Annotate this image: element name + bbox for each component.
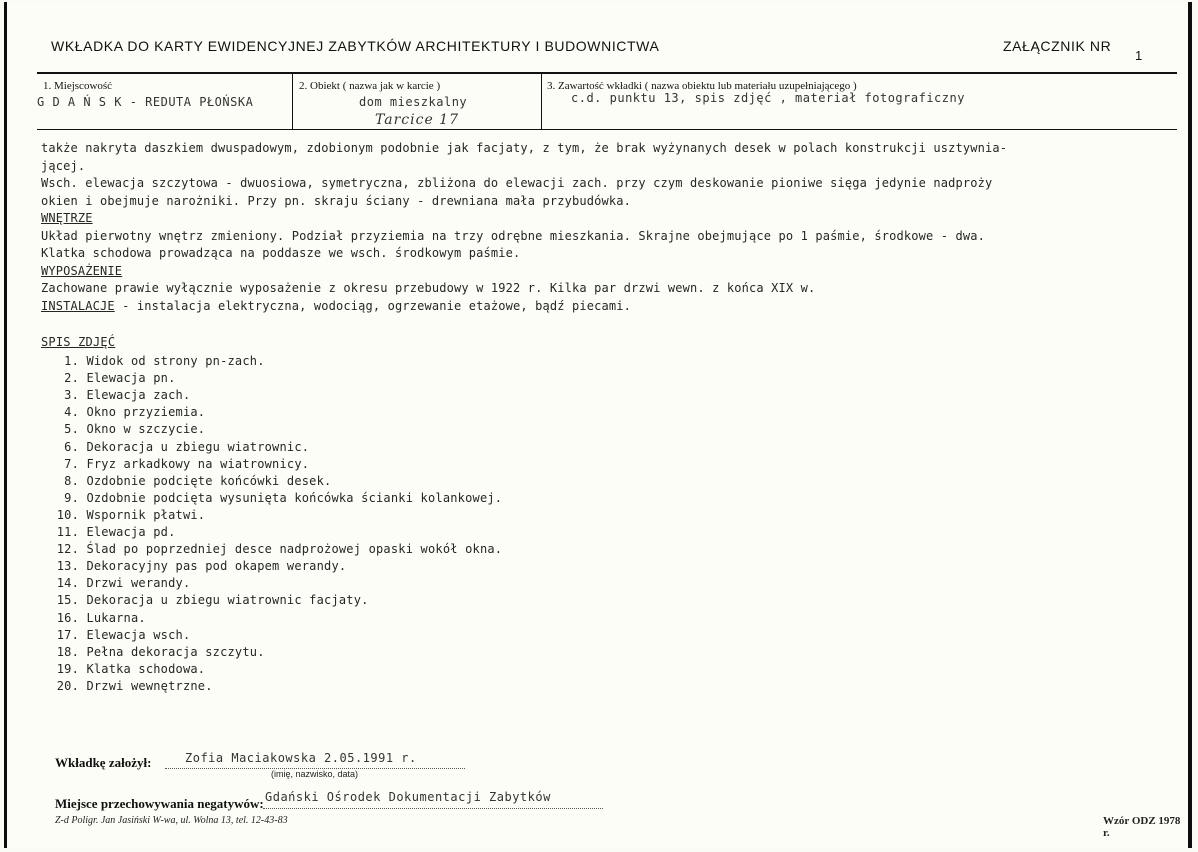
photo-list-item-text: Okno w szczycie. [86,422,206,437]
annex-number: 1 [1135,48,1143,63]
photo-list-item-number: 13. [56,559,79,574]
photo-list-item-text: Klatka schodowa. [86,661,206,676]
photo-list-item [41,387,502,404]
photo-list-item-number: 9. [64,490,79,505]
header-rule [37,72,1177,74]
photo-list-item [41,456,502,473]
created-by-label: Wkładkę założył: [55,755,152,770]
photo-list-item-text: Pełna dekoracja szczytu. [86,644,265,659]
locality-label: 1. Miejscowość [43,80,113,92]
photo-list-heading: SPIS ZDJĘĆ [41,335,116,349]
photo-list-item-text: Okno przyziemia. [86,405,206,420]
photo-list-item [41,610,502,627]
interior-line: Klatka schodowa prowadząca na poddasze we wsch. środkowym paśmie. [41,246,521,260]
negatives-value: Gdański Ośrodek Dokumentacji Zabytków [265,790,551,804]
photo-list-item-text: Elewacja pd. [86,525,176,540]
created-by-value: Zofia Maciakowska 2.05.1991 r. [185,751,417,765]
photo-list-item [41,370,502,387]
photo-list-item-text: Ozdobnie podcięte końcówki desek. [86,473,332,488]
photo-list-item-number: 11. [56,525,79,540]
object-handwritten-note: Tarcice 17 [375,112,459,128]
photo-list-item-number: 17. [56,627,79,642]
print-info: Z-d Poligr. Jan Jasiński W-wa, ul. Wolna 13, tel. 12-43-83 [55,815,288,826]
description-text [41,140,1181,315]
interior-heading: WNĘTRZE [41,211,93,225]
photo-list-item-number: 18. [56,644,79,659]
page-title: WKŁADKA DO KARTY EWIDENCYJNEJ ZABYTKÓW ARCHITEKTURY I BUDOWNICTWA [51,38,660,54]
photo-list-item [41,353,502,370]
created-by-note: (imię, nazwisko, data) [271,769,359,779]
photo-list-item-text: Dekoracyjny pas pod okapem werandy. [86,559,347,574]
equipment-line: Zachowane prawie wyłącznie wyposażenie z okresu przebudowy w 1922 r. Kilka par drzwi wewn. z końca XIX w. [41,281,816,295]
photo-list-item [41,524,502,541]
description-line: Wsch. elewacja szczytowa - dwuosiowa, symetryczna, zbliżona do elewacji zach. przy czym deskowanie pioniwe sięga jedynie nadproży [41,176,993,190]
photo-list-item-number: 10. [56,507,79,522]
photo-list-item-number: 14. [56,576,79,591]
installations-text: - instalacja elektryczna, wodociąg, ogrzewanie etażowe, bądź piecami. [114,298,631,313]
photo-list-item [41,421,502,438]
photo-list-item [41,541,502,558]
photo-list-item-text: Ślad po poprzedniej desce nadprożowej opaski wokół okna. [86,542,503,557]
photo-list-item-number: 15. [56,593,79,608]
object-value: dom mieszkalny [359,95,468,109]
photo-list-item [41,490,502,507]
photo-list-item-text: Lukarna. [86,610,146,625]
form-pattern: Wzór ODZ 1978 r. [1103,815,1181,839]
equipment-heading: WYPOSAŻENIE [41,263,123,278]
locality-value: G D A Ń S K - REDUTA PŁOŃSKA [37,95,254,109]
photo-list-item-number: 8. [64,473,79,488]
installations-line [41,298,1181,316]
photo-list-item [41,592,502,609]
photo-list-item-text: Fryz arkadkowy na wiatrownicy. [86,456,310,471]
photo-list-item [41,439,502,456]
description-line: okien i obejmuje narożniki. Przy pn. skraju ściany - drewniana mała przybudówka. [41,193,631,208]
photo-list-item-number: 2. [64,371,79,386]
annex-label: ZAŁĄCZNIK NR [1003,38,1112,54]
installations-heading: INSTALACJE [41,298,115,313]
photo-list-item-number: 20. [56,678,79,693]
photo-list-item-number: 12. [56,542,79,557]
photo-list-item-number: 16. [56,610,79,625]
photo-list-item [41,661,502,678]
description-line: jącej. [41,158,86,173]
photo-list-item [41,627,502,644]
photo-list-item-text: Ozdobnie podcięta wysunięta końcówka ścianki kolankowej. [86,490,503,505]
object-label: 2. Obiekt ( nazwa jak w karcie ) [299,80,441,92]
photo-list-item [41,644,502,661]
photo-list-item-number: 4. [64,405,79,420]
photo-list-item-text: Dekoracja u zbiegu wiatrownic. [86,439,310,454]
photo-list-item-text: Elewacja zach. [86,388,191,403]
photo-list-item [41,404,502,421]
document-sheet [4,2,1192,848]
field-divider-1 [292,73,293,129]
photo-list-item-number: 7. [64,456,79,471]
photo-list-item [41,473,502,490]
photo-list-item [41,678,502,695]
photo-list-item-text: Widok od strony pn-zach. [86,354,265,369]
photo-list-item-number: 1. [64,354,79,369]
photo-list [41,334,502,695]
photo-list-item-text: Dekoracja u zbiegu wiatrownic facjaty. [86,593,369,608]
negatives-dotted-line [263,808,603,809]
photo-list-item-text: Elewacja pn. [86,371,176,386]
photo-list-item [41,575,502,592]
content-value: c.d. punktu 13, spis zdjęć , materiał fotograficzny [571,91,965,105]
photo-list-item-text: Wspornik płatwi. [86,507,206,522]
photo-list-item-number: 19. [56,661,79,676]
field-divider-2 [541,73,542,129]
photo-list-item-number: 6. [64,439,79,454]
photo-list-items [41,353,502,695]
negatives-label: Miejsce przechowywania negatywów: [55,796,264,811]
content-label: 3. Zawartość wkładki ( nazwa obiektu lub materiału uzupełniającego ) [547,80,857,92]
photo-list-item [41,558,502,575]
description-line: także nakryta daszkiem dwuspadowym, zdobionym podobnie jak facjaty, z tym, że brak wyżynanych desek w polach konstrukcji usztywnia- [41,141,1008,155]
photo-list-item [41,507,502,524]
photo-list-item-text: Drzwi wewnętrzne. [86,678,213,693]
photo-list-item-number: 5. [64,422,79,437]
interior-line: Układ pierwotny wnętrz zmieniony. Podział przyziemia na trzy odrębne mieszkania. Skrajne obejmujące po 1 paśmie, środkowe - dwa. [41,228,985,243]
photo-list-item-text: Drzwi werandy. [86,576,191,591]
fields-rule [37,129,1177,130]
photo-list-item-text: Elewacja wsch. [86,627,191,642]
photo-list-item-number: 3. [64,388,79,403]
